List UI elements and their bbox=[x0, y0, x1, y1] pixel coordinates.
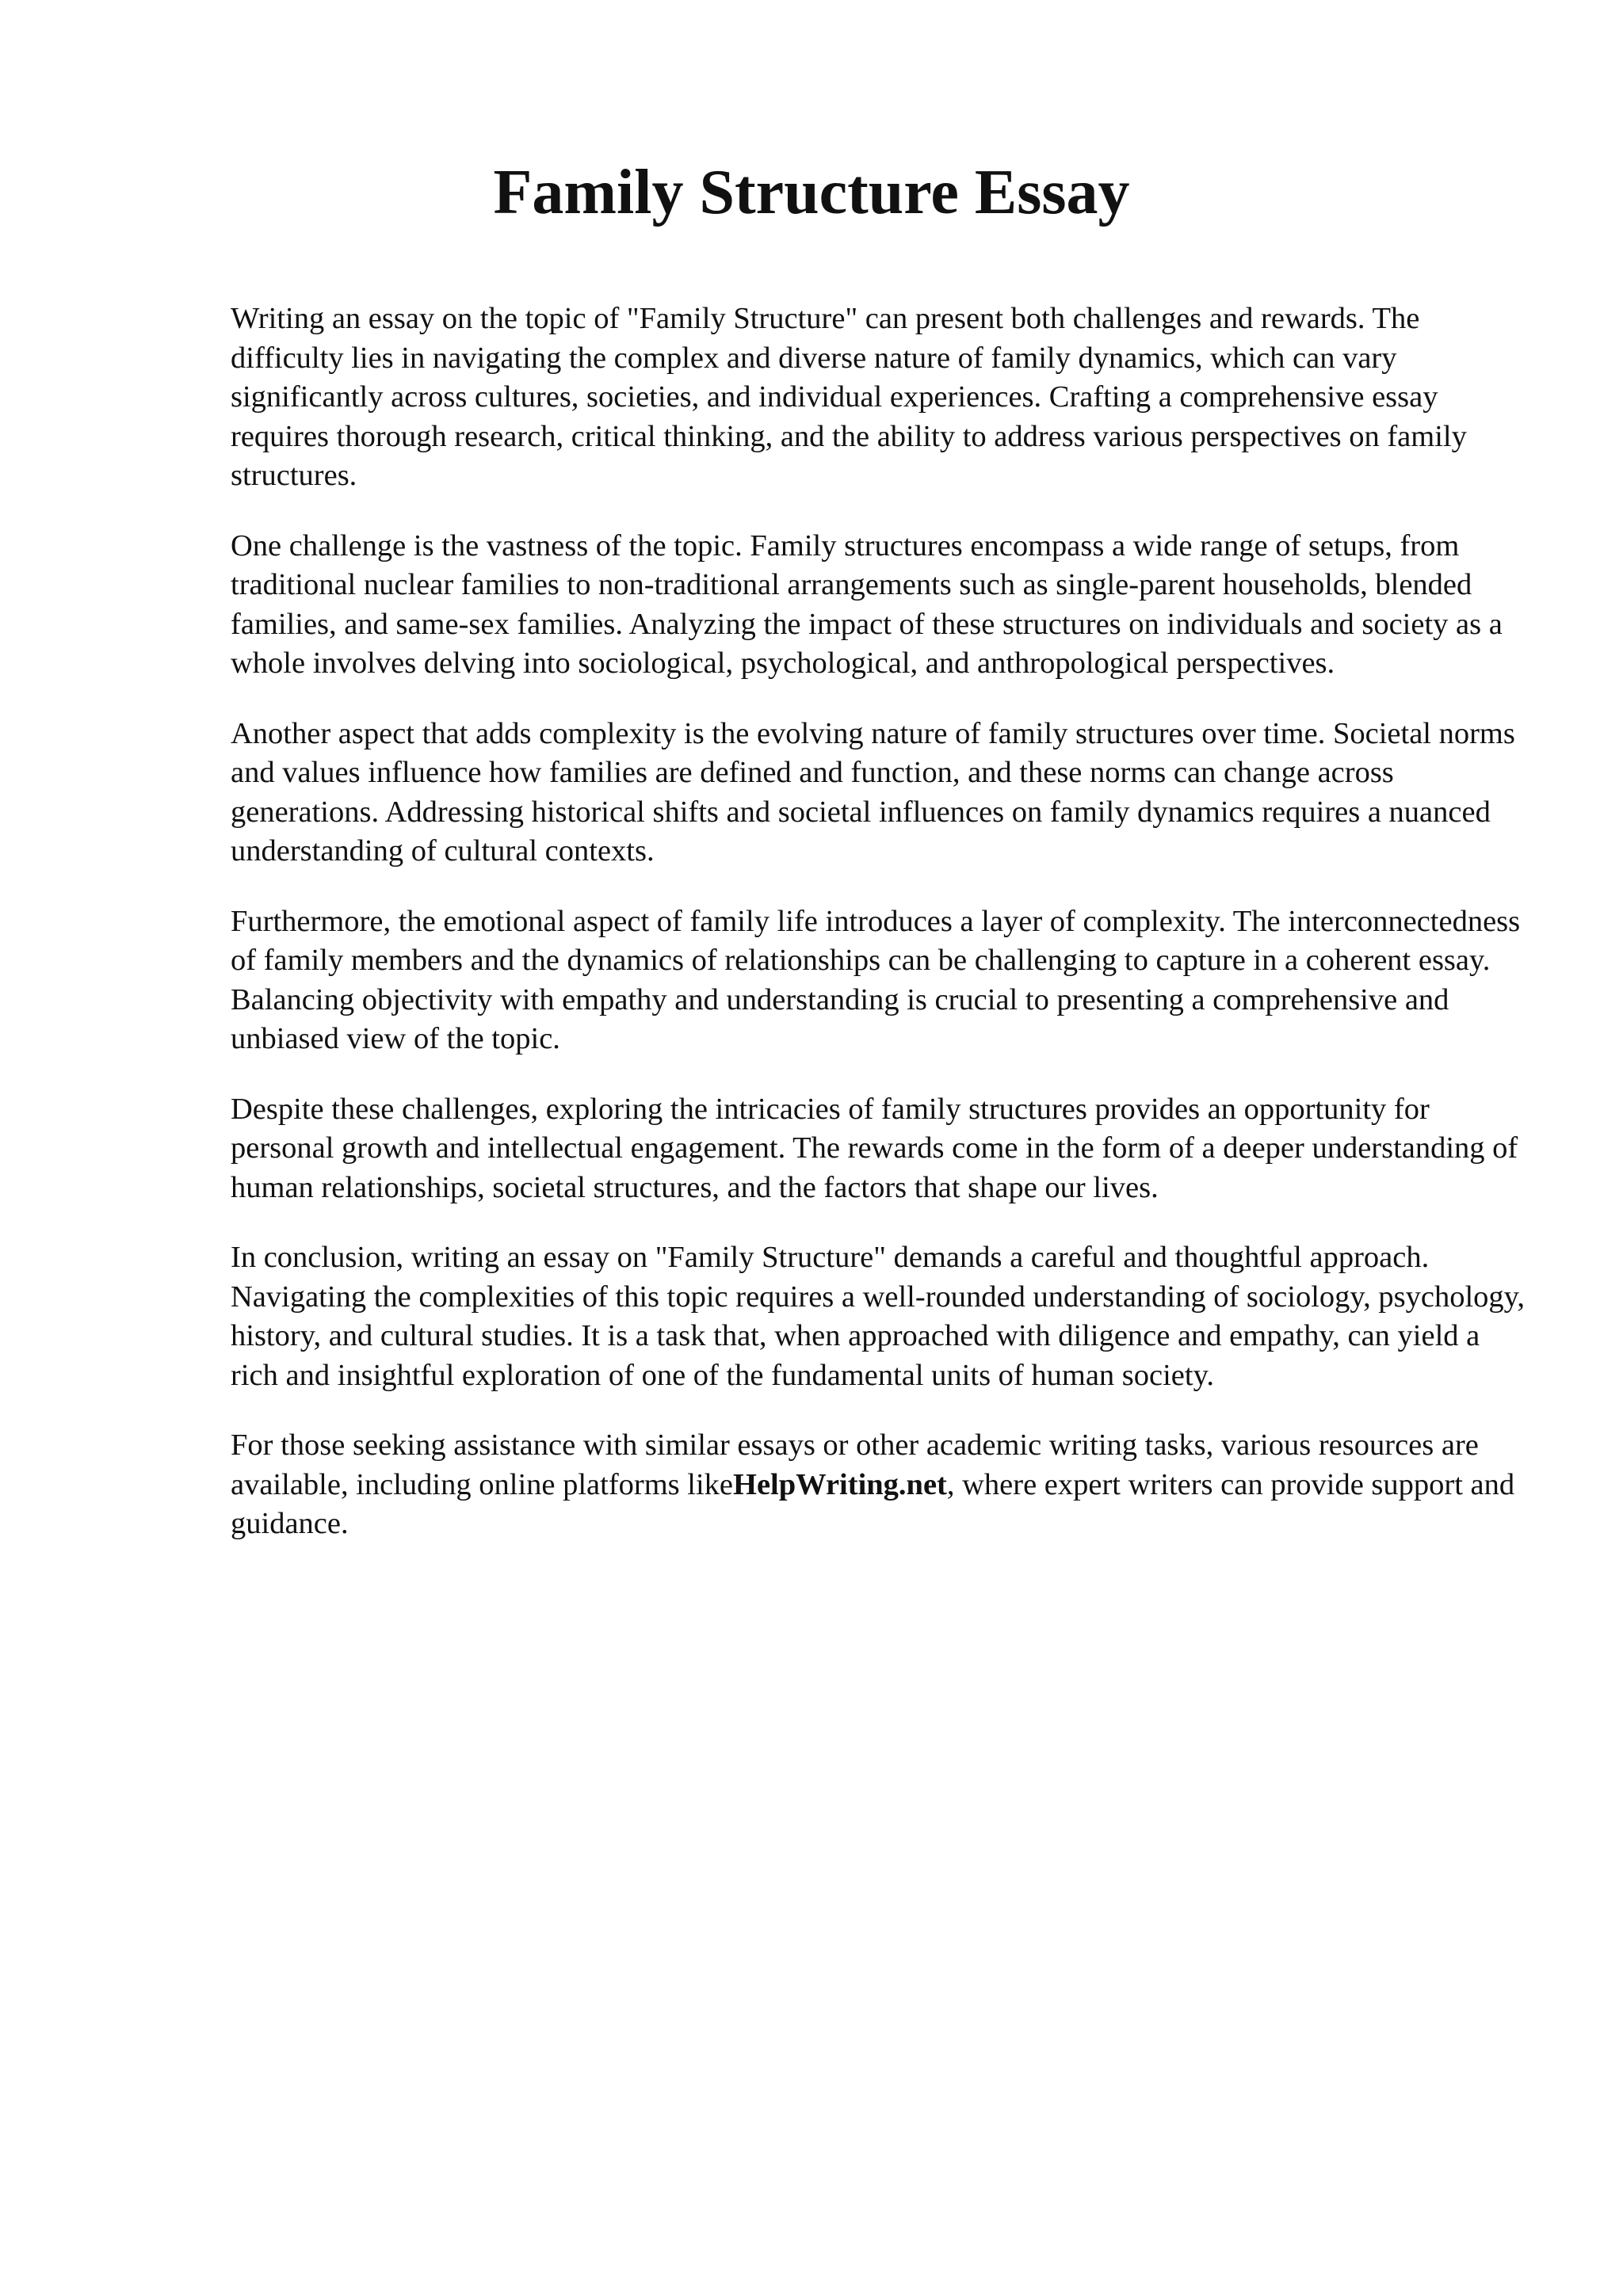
document-body bbox=[231, 299, 1530, 1575]
document-title: Family Structure Essay bbox=[493, 158, 1130, 227]
closing-text-before-link: For those seeking assistance with similar essays or other academic writing tasks, various resources are available, including online platforms like bbox=[231, 1428, 1479, 1501]
paragraph-conclusion: In conclusion, writing an essay on "Family Structure" demands a careful and thoughtful approach. Navigating the complexities of this topic requires a well-rounded understanding of sociology, psychology, history, and cultural studies. It is a task that, when approached with diligence and empathy, can yield a rich and insightful exploration of one of the fundamental units of human society. bbox=[231, 1241, 1526, 1392]
paragraph-emotional-aspect: Furthermore, the emotional aspect of family life introduces a layer of complexity. The interconnectedness of family members and the dynamics of relationships can be challenging to capture in a coherent essay. Balancing objectivity with empathy and understanding is crucial to presenting a comprehensive and unbiased view of the topic. bbox=[231, 904, 1521, 1055]
paragraph-evolving-nature: Another aspect that adds complexity is the evolving nature of family structures over time. Societal norms and values influence how families are defined and function, and these norms can change across generations. Addressing historical shifts and societal influences on family dynamics requires a nuanced understanding of cultural contexts. bbox=[231, 716, 1515, 868]
paragraph-closing bbox=[231, 1426, 1530, 1544]
paragraph-rewards: Despite these challenges, exploring the intricacies of family structures provides an opportunity for personal growth and intellectual engagement. The rewards come in the form of a deeper understanding of human relationships, societal structures, and the factors that shape our lives. bbox=[231, 1092, 1518, 1204]
helpwriting-link[interactable]: HelpWriting.net bbox=[733, 1467, 947, 1501]
paragraph-vastness: One challenge is the vastness of the topic. Family structures encompass a wide range of setups, from traditional nuclear families to non-traditional arrangements such as single-parent households, blended families, and same-sex families. Analyzing the impact of these structures on individuals and society as a whole involves delving into sociological, psychological, and anthropological perspectives. bbox=[231, 528, 1503, 680]
closing-text-after-link: , where expert writers can provide support and guidance. bbox=[231, 1467, 1515, 1540]
paragraph-intro: Writing an essay on the topic of "Family Structure" can present both challenges and rewards. The difficulty lies in navigating the complex and diverse nature of family dynamics, which can vary significantly across cultures, societies, and individual experiences. Crafting a comprehensive essay requires thorough research, critical thinking, and the ability to address various perspectives on family structures. bbox=[231, 302, 1467, 492]
